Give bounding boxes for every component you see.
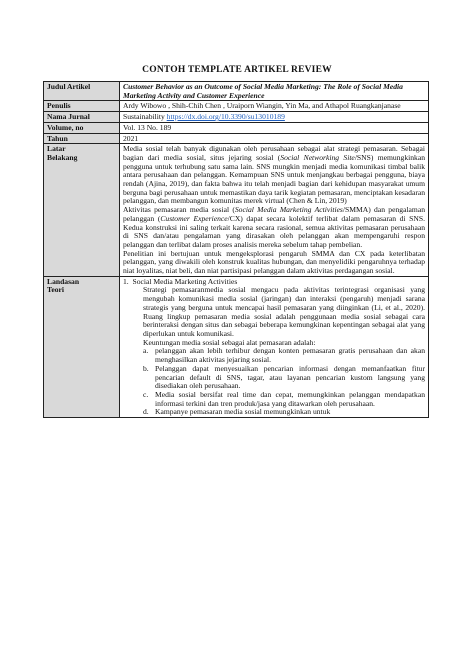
- row-latar-belakang: [44, 144, 429, 277]
- list-item: [123, 408, 425, 417]
- row-tahun: [44, 133, 429, 144]
- label-penulis: Penulis: [44, 101, 120, 112]
- row-landasan-teori: [44, 276, 429, 417]
- list-item: [123, 365, 425, 391]
- label-volume: Volume, no: [44, 122, 120, 133]
- latar-paragraph-3: Penelitian ini bertujuan untuk mengeksplorasi pengaruh SMMA dan CX pada keterlibatan pelanggan, yang diwakili oleh konstruk kualitas hubungan, dan menyelidiki pengaruhnya terhadap niat loyalitas, niat beli, dan niat partisipasi pelanggan dalam aktivitas perdagangan sosial.: [123, 248, 425, 276]
- latar-p1-text-b: /SNS) memungkinkan pengguna untuk terhubung satu sama lain. SNS mungkin menjadi media komunikasi timbal balik antara perusahaan dan pelanggan. Kemampuan SNS untuk menjangkau berbagai pengguna, biaya rendah (Ajina, 2019), dan fakta bahwa itu telah menjadi bagian dari kehidupan masyarakat umum berguna bagi perusahaan untuk memastikan daya tarik kegiatan pemasaran, menciptakan kesadaran pelanggan, dan membangun komunitas merek virtual (Chen & Lin, 2019): [123, 152, 426, 206]
- row-penulis: [44, 101, 429, 112]
- landasan-heading-number: 1.: [123, 276, 129, 286]
- label-landasan-line2: Teori: [47, 285, 65, 295]
- landasan-paragraph-2: Keuntungan media sosial sebagai alat pemasaran adalah:: [143, 337, 316, 347]
- latar-p2-italic-1: Social Media Marketing Activities: [234, 205, 343, 215]
- landasan-paragraph-1: Strategi pemasaranmedia sosial mengacu pada aktivitas terintegrasi organisasi yang mengubah komunikasi media sosial (jaringan) dan interaksi (pengaruh) menjadi sarana strategis yang berguna untuk mencapai hasil pemasaran yang diinginkan (Li, et al., 2020). Ruang lingkup pemasaran media sosial adalah penggunaan media sosial sebagai cara berinteraksi dengan situs dan sebagai beberapa kemungkinan kepentingan sebagai alat yang diperlukan untuk komunikasi.: [143, 285, 425, 338]
- list-item-text: Pelanggan dapat menyesuaikan pencarian informasi dengan memanfaatkan fitur pencarian default di SNS, tagar, atau layanan pencarian kustom langsung yang disediakan oleh perusahaan.: [155, 363, 425, 391]
- value-volume: Vol. 13 No. 189: [120, 122, 429, 133]
- label-tahun: Tahun: [44, 133, 120, 144]
- list-item-marker: c.: [143, 389, 149, 399]
- latar-paragraph-1: [123, 145, 425, 206]
- list-item-marker: b.: [143, 363, 149, 373]
- list-item: [123, 391, 425, 408]
- document-title: CONTOH TEMPLATE ARTIKEL REVIEW: [142, 65, 332, 75]
- row-volume: [44, 122, 429, 133]
- review-table: [43, 81, 429, 418]
- value-latar-belakang: [120, 144, 429, 277]
- journal-name: Sustainability: [123, 112, 167, 122]
- value-tahun: 2021: [120, 133, 429, 144]
- latar-paragraph-2: [123, 206, 425, 250]
- label-jurnal: Nama Jurnal: [44, 112, 120, 123]
- label-latar-line1: Latar: [47, 144, 66, 154]
- label-latar-belakang: [44, 144, 120, 277]
- list-item-marker: d.: [143, 407, 149, 417]
- landasan-heading-text: Social Media Marketing Activities: [132, 276, 238, 286]
- row-jurnal: [44, 112, 429, 123]
- value-landasan-teori: [120, 276, 429, 417]
- list-item-marker: a.: [143, 346, 149, 356]
- latar-p2-text-b: /SMMA) dan pengalaman pelanggan (: [123, 205, 425, 223]
- list-item-text: Media sosial bersifat real time dan cepat, memungkinkan pelanggan mendapatkan informasi terkini dan tren produk/jasa yang ditawarkan oleh perusahaan.: [155, 389, 425, 408]
- list-item-text: Kampanye pemasaran media sosial memungkinkan untuk: [155, 407, 331, 417]
- value-penulis: Ardy Wibowo , Shih-Chih Chen , Uraiporn Wiangin, Yin Ma, and Athapol Ruangkanjanase: [120, 101, 429, 112]
- value-judul: Customer Behavior as an Outcome of Social Media Marketing: The Role of Social Media Marketing Activity and Customer Experience: [120, 82, 429, 101]
- latar-p2-text-c: /CX) dapat secara kolektif terlibat dalam pemasaran di SNS. Kedua konstruksi ini saling terkait karena secara rasional, semua aktivitas pemasaran perusahaan di SNS dan/atau pengalaman yang dirasakan oleh pelanggan akan mempengaruhi respon pelanggan dan terlibat dalam proses analisis mereka sebelum tahap pembelian.: [123, 213, 425, 249]
- row-judul: [44, 82, 429, 101]
- label-judul: Judul Artikel: [44, 82, 120, 101]
- list-item: [123, 347, 425, 364]
- latar-p1-text-a: Media sosial telah banyak digunakan oleh perusahaan sebagai alat strategi pemasaran. Sebagai bagian dari media sosial, situs jejaring sosial (: [123, 144, 425, 162]
- value-jurnal: [120, 112, 429, 123]
- label-landasan-teori: [44, 276, 120, 417]
- latar-p2-italic-2: Customer Experience: [160, 213, 228, 223]
- list-item-text: pelanggan akan lebih terhibur dengan konten pemasaran gratis perusahaan dan akan menghasilkan aktivitas jejaring sosial.: [155, 346, 425, 365]
- latar-p1-italic: Social Networking Site: [280, 152, 355, 162]
- doi-link[interactable]: https://dx.doi.org/10.3390/su13010189: [166, 112, 285, 122]
- label-landasan-line1: Landasan: [47, 276, 80, 286]
- label-latar-line2: Belakang: [47, 152, 78, 162]
- latar-p2-text-a: Aktivitas pemasaran media sosial (: [123, 205, 235, 215]
